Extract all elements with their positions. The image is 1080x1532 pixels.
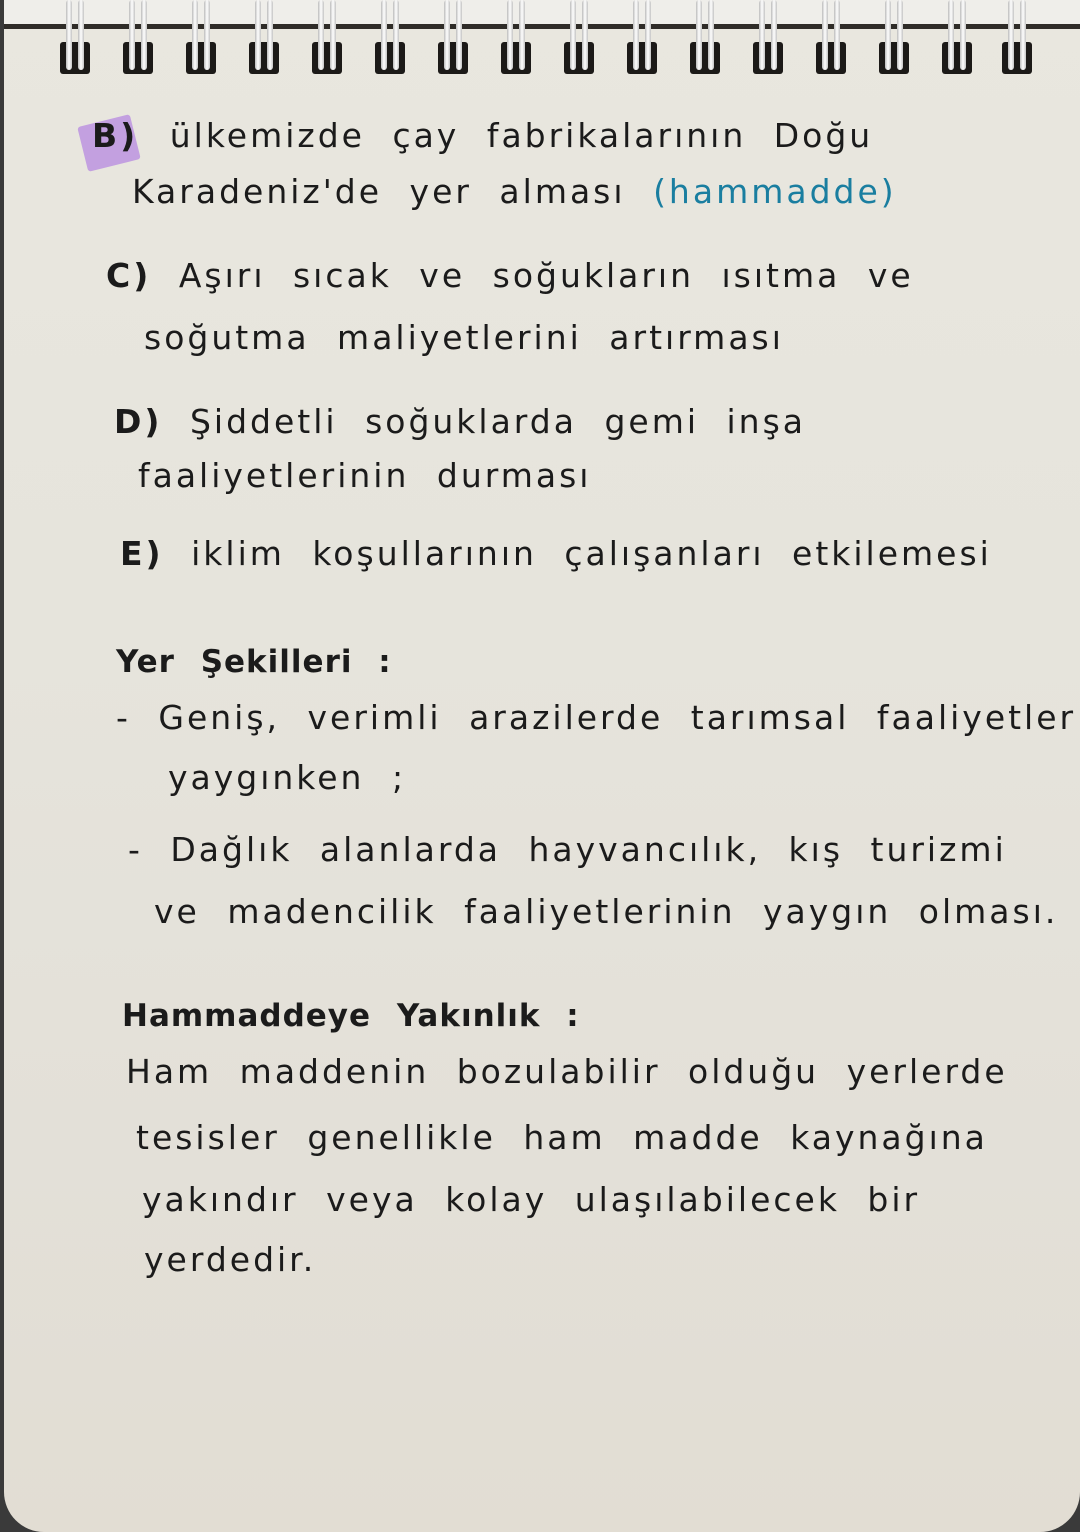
spiral-ring	[373, 0, 407, 76]
spiral-ring	[436, 0, 470, 76]
item-c-line1	[106, 256, 914, 295]
spiral-ring	[877, 0, 911, 76]
spiral-ring	[562, 0, 596, 76]
spiral-binding	[4, 0, 1080, 80]
hammadde-text-line4: yerdedir.	[144, 1240, 317, 1279]
item-b-line1	[88, 116, 873, 155]
item-b-line2	[132, 172, 897, 211]
spiral-ring	[940, 0, 974, 76]
item-e-label: E)	[120, 534, 164, 573]
hammadde-text-line2: tesisler genellikle ham madde kaynağına	[136, 1118, 988, 1157]
item-b-text: ülkemizde çay fabrikalarının Doğu	[169, 116, 874, 155]
item-d-label: D)	[114, 402, 163, 441]
item-e-text: iklim koşullarının çalışanları etkilemesi	[191, 534, 992, 573]
item-d-line1	[114, 402, 806, 441]
spiral-ring	[751, 0, 785, 76]
yer-sekilleri-bullet2: - Dağlık alanlarda hayvancılık, kış turizmi	[128, 830, 1007, 869]
item-e-line1	[120, 534, 992, 573]
item-c-line2	[144, 318, 784, 357]
spiral-ring	[58, 0, 92, 76]
item-d-line2	[138, 456, 591, 495]
item-c-label: C)	[106, 256, 152, 295]
hammadde-text-line3: yakındır veya kolay ulaşılabilecek bir	[142, 1180, 921, 1219]
spiral-ring	[184, 0, 218, 76]
item-b-label: B)	[88, 116, 142, 155]
spiral-ring	[625, 0, 659, 76]
spiral-ring	[1000, 0, 1034, 76]
spiral-ring	[247, 0, 281, 76]
section-heading-hammaddeye-yakinlik: Hammaddeye Yakınlık :	[122, 998, 580, 1034]
section-heading-yer-sekilleri: Yer Şekilleri :	[116, 644, 392, 680]
notebook-page	[4, 0, 1080, 1532]
spiral-ring	[688, 0, 722, 76]
spiral-ring	[121, 0, 155, 76]
item-c-text: Aşırı sıcak ve soğukların ısıtma ve	[178, 256, 914, 295]
item-d-text: Şiddetli soğuklarda gemi inşa	[189, 402, 807, 441]
spiral-ring	[814, 0, 848, 76]
spiral-ring	[499, 0, 533, 76]
hammadde-text-line1: Ham maddenin bozulabilir olduğu yerlerde	[126, 1052, 1008, 1091]
yer-sekilleri-bullet2-cont: ve madencilik faaliyetlerinin yaygın olması.	[154, 892, 1059, 931]
item-b-note: (hammadde)	[653, 172, 897, 211]
item-c-text-cont: soğutma maliyetlerini artırması	[144, 318, 784, 357]
spiral-ring	[310, 0, 344, 76]
item-d-text-cont: faaliyetlerinin durması	[138, 456, 592, 495]
item-b-text-cont: Karadeniz'de yer alması	[132, 172, 626, 211]
yer-sekilleri-bullet1-cont: yaygınken ;	[168, 758, 407, 797]
yer-sekilleri-bullet1: - Geniş, verimli arazilerde tarımsal faaliyetler	[116, 698, 1077, 737]
